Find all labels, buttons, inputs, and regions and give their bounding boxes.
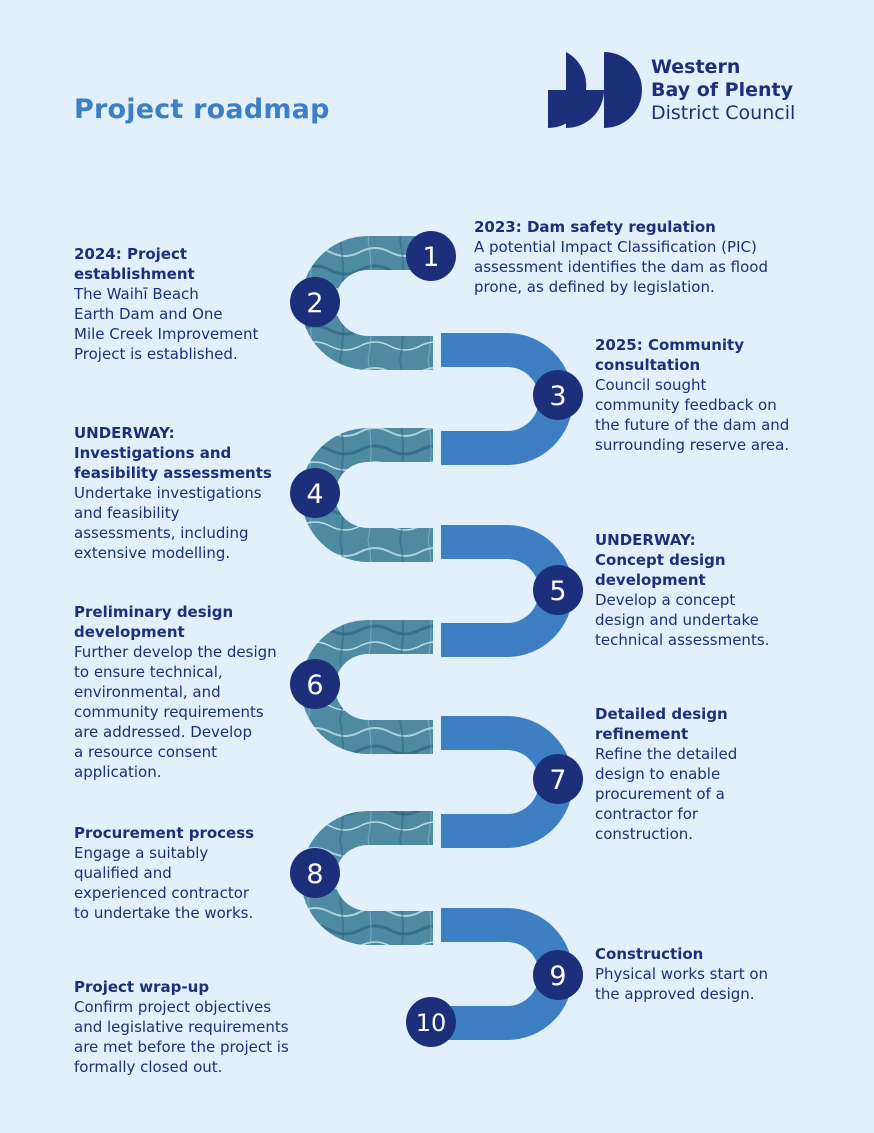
logo-line-3: District Council xyxy=(651,102,796,124)
step-number-10: 10 xyxy=(415,1009,447,1037)
logo-line-2: Bay of Plenty xyxy=(651,79,793,101)
step-7-body-line: contractor for xyxy=(595,805,699,823)
step-8-body-line: to undertake the works. xyxy=(74,904,254,922)
step-6-body-line: Further develop the design xyxy=(74,643,277,661)
step-1-body-line: A potential Impact Classification (PIC) xyxy=(474,238,757,256)
step-number-8: 8 xyxy=(306,859,324,890)
step-8-body-line: Engage a suitably xyxy=(74,844,209,862)
step-6-body-line: application. xyxy=(74,763,162,781)
step-10-body-line: formally closed out. xyxy=(74,1058,223,1076)
step-marker-7 xyxy=(533,754,583,804)
step-number-2: 2 xyxy=(306,288,324,319)
step-marker-10 xyxy=(406,997,456,1047)
step-3-heading-line: consultation xyxy=(595,356,701,374)
step-3-body-line: the future of the dam and xyxy=(595,416,790,434)
step-5-heading-line: development xyxy=(595,571,706,589)
step-8-heading: Procurement process xyxy=(74,824,255,842)
step-10-body-line: Confirm project objectives xyxy=(74,998,272,1016)
step-number-3: 3 xyxy=(549,381,567,412)
step-3-body-line: surrounding reserve area. xyxy=(595,436,790,454)
step-6 xyxy=(74,602,304,782)
step-1-heading: 2023: Dam safety regulation xyxy=(474,218,716,236)
step-2-body-line: Mile Creek Improvement xyxy=(74,325,259,343)
step-number-4: 4 xyxy=(306,479,324,510)
step-6-body-line: community requirements xyxy=(74,703,264,721)
step-7-body-line: design to enable xyxy=(595,765,721,783)
step-4-heading-line: feasibility assessments xyxy=(74,464,272,482)
step-2-heading-line: establishment xyxy=(74,265,195,283)
step-8-body-line: experienced contractor xyxy=(74,884,250,902)
step-6-body-line: are addressed. Develop xyxy=(74,723,252,741)
step-7-body-line: procurement of a xyxy=(595,785,725,803)
step-4-body-line: Undertake investigations xyxy=(74,484,262,502)
step-6-body-line: to ensure technical, xyxy=(74,663,223,681)
step-6-body-line: environmental, and xyxy=(74,683,221,701)
step-6-heading-line: development xyxy=(74,623,185,641)
logo-line-1: Western xyxy=(651,56,741,78)
step-10-body-line: and legislative requirements xyxy=(74,1018,289,1036)
step-2-heading-line: 2024: Project xyxy=(74,245,188,263)
step-1-body-line: prone, as defined by legislation. xyxy=(474,278,715,296)
step-8-body-line: qualified and xyxy=(74,864,172,882)
step-number-6: 6 xyxy=(306,670,324,701)
step-7 xyxy=(595,704,835,844)
step-6-body-line: a resource consent xyxy=(74,743,217,761)
step-6-heading-line: Preliminary design xyxy=(74,603,234,621)
step-marker-5 xyxy=(533,565,583,615)
step-number-5: 5 xyxy=(549,576,567,607)
step-7-body-line: construction. xyxy=(595,825,694,843)
step-1 xyxy=(474,217,814,297)
step-4-body-line: assessments, including xyxy=(74,524,249,542)
step-7-heading-line: Detailed design xyxy=(595,705,728,723)
step-5-heading-line: UNDERWAY: xyxy=(595,531,696,549)
step-9-body-line: the approved design. xyxy=(595,985,755,1003)
step-3-body-line: community feedback on xyxy=(595,396,777,414)
step-10 xyxy=(74,977,334,1077)
step-3-heading-line: 2025: Community xyxy=(595,336,744,354)
step-5-body-line: technical assessments. xyxy=(595,631,770,649)
step-2-body-line: The Waihī Beach xyxy=(74,285,199,303)
step-marker-3 xyxy=(533,370,583,420)
step-2 xyxy=(74,244,294,364)
step-7-body-line: Refine the detailed xyxy=(595,745,738,763)
step-10-heading: Project wrap-up xyxy=(74,978,210,996)
step-4 xyxy=(74,423,304,563)
step-9 xyxy=(595,944,835,1004)
step-number-1: 1 xyxy=(422,242,440,273)
page-title: Project roadmap xyxy=(74,94,330,125)
step-4-body-line: extensive modelling. xyxy=(74,544,231,562)
step-marker-9 xyxy=(533,950,583,1000)
step-3 xyxy=(595,335,835,455)
step-4-body-line: and feasibility xyxy=(74,504,180,522)
step-9-heading: Construction xyxy=(595,945,704,963)
step-marker-1 xyxy=(406,231,456,281)
step-10-body-line: are met before the project is xyxy=(74,1038,289,1056)
step-8 xyxy=(74,823,304,923)
step-5 xyxy=(595,530,835,650)
step-9-body-line: Physical works start on xyxy=(595,965,769,983)
step-marker-2 xyxy=(290,277,340,327)
step-5-body-line: Develop a concept xyxy=(595,591,736,609)
step-1-body-line: assessment identifies the dam as flood xyxy=(474,258,768,276)
step-number-7: 7 xyxy=(549,765,567,796)
step-2-body-line: Project is established. xyxy=(74,345,238,363)
step-3-body-line: Council sought xyxy=(595,376,707,394)
step-7-heading-line: refinement xyxy=(595,725,689,743)
step-5-heading-line: Concept design xyxy=(595,551,726,569)
step-4-heading-line: UNDERWAY: xyxy=(74,424,175,442)
step-2-body-line: Earth Dam and One xyxy=(74,305,223,323)
step-4-heading-line: Investigations and xyxy=(74,444,232,462)
step-number-9: 9 xyxy=(549,961,567,992)
step-5-body-line: design and undertake xyxy=(595,611,759,629)
